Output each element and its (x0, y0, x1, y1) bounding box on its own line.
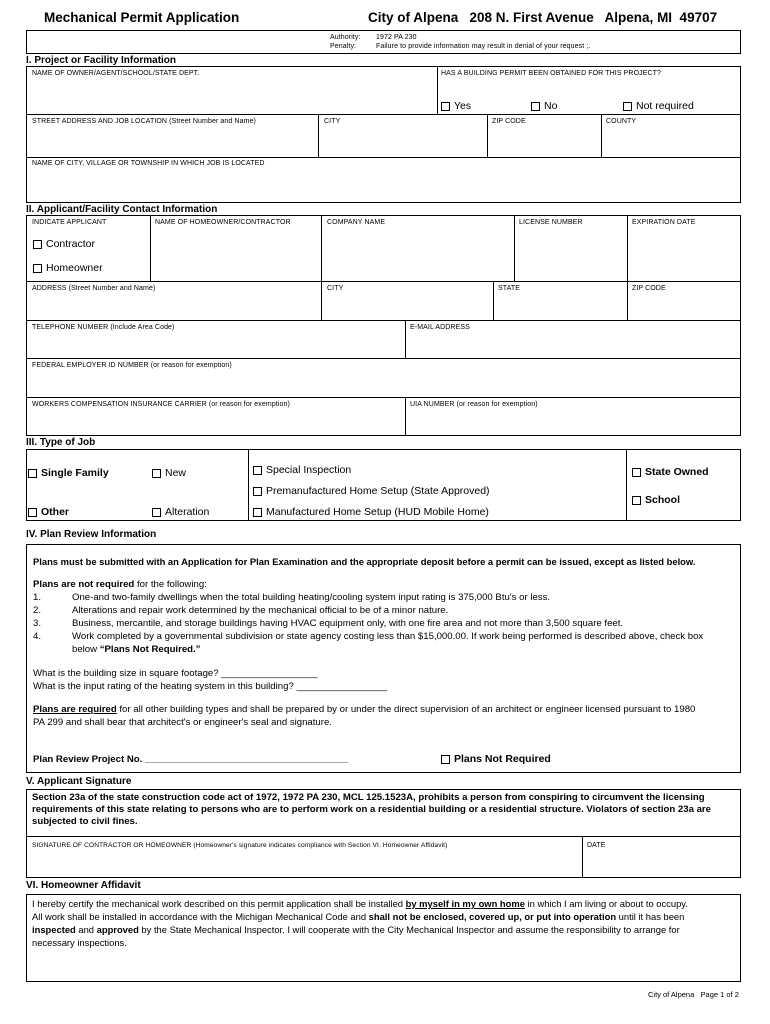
checkbox-icon (33, 264, 42, 273)
section-6-title: VI. Homeowner Affidavit (26, 880, 141, 891)
fein-label: FEDERAL EMPLOYER ID NUMBER (or reason for exemption) (32, 362, 232, 369)
manufactured-checkbox[interactable] (253, 506, 489, 518)
authority-value: 1972 PA 230 (376, 34, 417, 41)
zip-label: ZIP CODE (492, 118, 526, 125)
section-2-title: II. Applicant/Facility Contact Information (26, 204, 218, 215)
contractor-checkbox[interactable] (33, 238, 95, 250)
checkbox-icon (632, 496, 641, 505)
single-family-checkbox[interactable] (28, 467, 109, 479)
item-4-num: 4. (33, 631, 42, 642)
checkbox-icon (531, 102, 540, 111)
manufactured-label: Manufactured Home Setup (HUD Mobile Home) (266, 506, 489, 518)
affidavit-and: and (75, 924, 97, 935)
address-label: ADDRESS (Street Number and Name) (32, 285, 156, 292)
item-3-num: 3. (33, 618, 42, 629)
item-1-num: 1. (33, 592, 42, 603)
checkbox-icon (152, 469, 161, 478)
alteration-checkbox[interactable] (152, 506, 209, 518)
plans-not-required-intro (33, 578, 207, 591)
homeowner-label: Homeowner (46, 262, 103, 274)
plan-review-project-no[interactable]: Plan Review Project No. ______________________________________ (33, 754, 348, 765)
item-4-text: Work completed by a governmental subdivision or state agency costing less than $15,000.00. If work being performed is described above, check box (72, 631, 704, 642)
permit-yes-label: Yes (454, 100, 472, 112)
item-4-cont-bold: “Plans Not Required.” (99, 644, 201, 655)
plans-lead: Plans must be submitted with an Application for Plan Examination and the appropriate deposit before a permit can be issued, except as listed below. (33, 556, 696, 567)
plans-not-required-checkbox[interactable] (441, 753, 551, 765)
checkbox-icon (623, 102, 632, 111)
affidavit-p2-rest: until it has been (616, 911, 685, 922)
section-4-title: IV. Plan Review Information (26, 529, 157, 540)
new-label: New (165, 467, 187, 479)
county-label: COUNTY (606, 118, 637, 125)
state-owned-label: State Owned (645, 466, 709, 478)
checkbox-icon (441, 755, 450, 764)
checkbox-icon (632, 468, 641, 477)
signature-label: SIGNATURE OF CONTRACTOR OR HOMEOWNER (Homeowner's signature indicates compliance with Section VI. Homeowner Affidavit) (32, 842, 448, 849)
affidavit-p2-emphasis: shall not be enclosed, covered up, or put into operation (368, 911, 617, 922)
school-checkbox[interactable] (632, 494, 680, 506)
affidavit-line-1 (32, 897, 688, 910)
affidavit-p3-rest: by the State Mechanical Inspector. I will cooperate with the City Mechanical Inspector and assume the responsibility to arrange for (138, 924, 680, 935)
affidavit-p1-rest: in which I am living or about to occupy. (524, 898, 688, 909)
affidavit-line-3 (32, 923, 680, 936)
permit-question: HAS A BUILDING PERMIT BEEN OBTAINED FOR THIS PROJECT? (441, 70, 662, 77)
affidavit-inspected: inspected (32, 924, 76, 935)
checkbox-icon (28, 469, 37, 478)
indicate-applicant-label: INDICATE APPLICANT (32, 219, 107, 226)
uia-label: UIA NUMBER (or reason for exemption) (410, 401, 538, 408)
checkbox-icon (28, 508, 37, 517)
checkbox-icon (253, 508, 262, 517)
email-label: E-MAIL ADDRESS (410, 324, 470, 331)
street-label: STREET ADDRESS AND JOB LOCATION (Street Number and Name) (32, 118, 256, 125)
new-checkbox[interactable] (152, 467, 186, 479)
checkbox-icon (152, 508, 161, 517)
plans-required-line2: PA 299 and shall bear that architect's or engineer's seal and signature. (33, 717, 332, 728)
single-family-label: Single Family (41, 467, 109, 479)
plans-required-heading: Plans are required (33, 704, 117, 715)
phone-label: TELEPHONE NUMBER (Include Area Code) (32, 324, 175, 331)
other-label: Other (41, 506, 70, 518)
owner-label: NAME OF OWNER/AGENT/SCHOOL/STATE DEPT. (32, 70, 200, 77)
item-3-text: Business, mercantile, and storage buildings having HVAC equipment only, with one fire area and not more than 3,500 square feet. (72, 618, 624, 629)
affidavit-approved: approved (96, 924, 139, 935)
affidavit-p1-emphasis: by myself in my own home (405, 898, 525, 909)
affidavit-p1: I hereby certify the mechanical work described on this permit application shall be installed (32, 898, 406, 909)
checkbox-icon (253, 487, 262, 496)
permit-not-required-checkbox[interactable] (623, 100, 694, 112)
question-building-size: What is the building size in square footage? __________________ (33, 668, 318, 679)
license-label: LICENSE NUMBER (519, 219, 583, 226)
penalty-label: Penalty: (330, 43, 357, 50)
question-input-rating: What is the input rating of the heating system in this building? _________________ (33, 681, 388, 692)
item-1-text: One-and two-family dwellings when the total building heating/cooling system input rating is 375,000 Btu's or less. (72, 592, 551, 603)
school-label: School (645, 494, 681, 506)
applicant-state-label: STATE (498, 285, 521, 292)
plans-required-line1 (33, 703, 695, 716)
other-checkbox[interactable] (28, 506, 69, 518)
date-label: DATE (587, 842, 606, 849)
affidavit-p2: All work shall be installed in accordance with the Michigan Mechanical Code and (32, 911, 369, 922)
alteration-label: Alteration (165, 506, 210, 518)
permit-no-label: No (544, 100, 558, 112)
special-inspection-label: Special Inspection (266, 464, 352, 476)
plans-not-required-heading: Plans are not required (33, 579, 135, 590)
city-label: CITY (324, 118, 341, 125)
section-1-title: I. Project or Facility Information (26, 55, 177, 66)
penalty-value: Failure to provide information may result in denial of your request ;. (376, 43, 591, 50)
item-2-num: 2. (33, 605, 42, 616)
premanufactured-checkbox[interactable] (253, 485, 490, 497)
special-inspection-checkbox[interactable] (253, 464, 351, 476)
checkbox-icon (441, 102, 450, 111)
company-label: COMPANY NAME (327, 219, 386, 226)
permit-no-checkbox[interactable] (531, 100, 557, 112)
homeowner-checkbox[interactable] (33, 262, 103, 274)
plans-not-required-rest: for the following: (134, 579, 207, 590)
section-5-title: V. Applicant Signature (26, 776, 132, 787)
checkbox-icon (253, 466, 262, 475)
civil-fines-statement: Section 23a of the state construction code act of 1972, 1972 PA 230, MCL 125.1523A, prohibits a person from conspiring to circumvent the licensing requirements of this state relating to persons who are to perform work on a residential building or a residential structure. Violators of section 23a are subjected to civil fines. (32, 792, 712, 827)
affidavit-line-2 (32, 910, 684, 923)
applicant-city-label: CITY (327, 285, 344, 292)
authority-label: Authority: (330, 34, 361, 41)
township-label: NAME OF CITY, VILLAGE OR TOWNSHIP IN WHICH JOB IS LOCATED (32, 160, 265, 167)
page-footer: City of Alpena Page 1 of 2 (648, 990, 739, 999)
form-title: Mechanical Permit Application (44, 10, 240, 25)
workers-comp-label: WORKERS COMPENSATION INSURANCE CARRIER (or reason for exemption) (32, 401, 290, 408)
plans-not-required-label: Plans Not Required (454, 753, 551, 765)
item-4-cont-pre: below (72, 644, 100, 655)
item-2-text: Alterations and repair work determined by the mechanical official to be of a minor nature. (72, 605, 449, 616)
plans-required-rest: for all other building types and shall be prepared by or under the direct supervision of an architect or engineer licensed pursuant to 1980 (116, 704, 696, 715)
permit-not-required-label: Not required (636, 100, 694, 112)
homeowner-contractor-label: NAME OF HOMEOWNER/CONTRACTOR (155, 219, 291, 226)
permit-yes-checkbox[interactable] (441, 100, 471, 112)
contractor-label: Contractor (46, 238, 96, 250)
section-1-box (26, 66, 741, 203)
state-owned-checkbox[interactable] (632, 466, 709, 478)
applicant-zip-label: ZIP CODE (632, 285, 666, 292)
city-address: City of Alpena 208 N. First Avenue Alpena, MI 49707 (368, 10, 718, 25)
expiration-label: EXPIRATION DATE (632, 219, 696, 226)
premanufactured-label: Premanufactured Home Setup (State Approved) (266, 485, 490, 497)
checkbox-icon (33, 240, 42, 249)
affidavit-line-4: necessary inspections. (32, 937, 127, 948)
section-3-title: III. Type of Job (26, 437, 96, 448)
item-4-continuation (72, 643, 200, 656)
